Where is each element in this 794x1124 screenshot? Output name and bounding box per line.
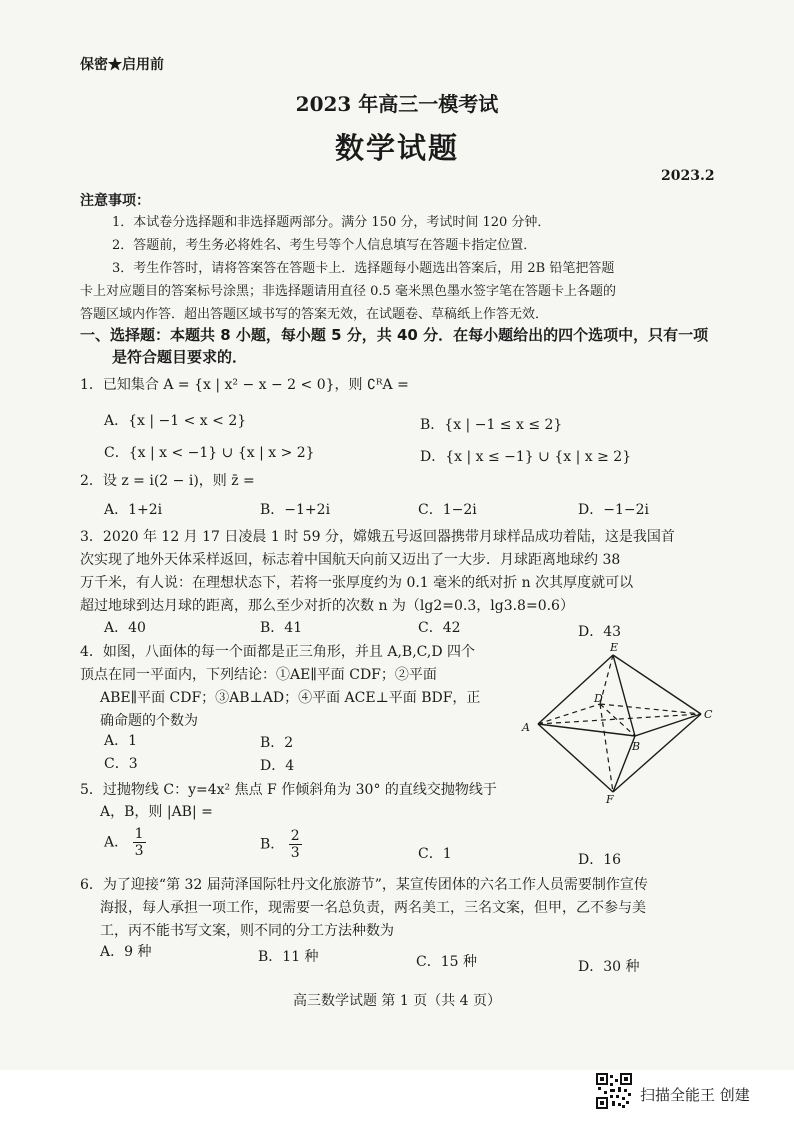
- question-3-line: 次实现了地外天体采样返回，标志着中国航天向前又迈出了一大步．月球距离地球约 38: [80, 552, 621, 568]
- scanner-watermark: 扫描全能王 创建: [640, 1086, 750, 1104]
- denominator: 3: [290, 845, 300, 861]
- q3-option-d: D．43: [578, 624, 622, 640]
- edge-bc: [635, 714, 701, 736]
- note-line: 卡上对应题目的答案标号涂黑；非选择题请用直径 0.5 毫米黑色墨水签字笔在答题卡上各题的: [80, 284, 616, 299]
- denominator: 3: [134, 843, 144, 859]
- hidden-edge-dc: [600, 704, 701, 714]
- vertex-label-f: F: [606, 793, 614, 805]
- q3-option-b: B．41: [260, 620, 303, 636]
- note-line: 1．本试卷分选择题和非选择题两部分。满分 150 分，考试时间 120 分钟．: [112, 215, 551, 230]
- subject-title: 数学试题: [334, 131, 459, 165]
- q1-option-c: C．{x | x < −1} ∪ {x | x > 2}: [104, 445, 315, 461]
- q2-option-b: B．−1+2i: [260, 502, 331, 518]
- q6-option-d: D．30 种: [578, 959, 640, 975]
- exam-title: 2023 年高三一模考试: [295, 92, 499, 116]
- fraction: [289, 828, 302, 861]
- vertex-label-a: A: [522, 721, 530, 734]
- question-4-line: ABE∥平面 CDF；③AB⊥AD；④平面 ACE⊥平面 BDF，正: [100, 690, 481, 706]
- q5-option-a-label: A．: [104, 834, 129, 851]
- fraction: [133, 826, 146, 859]
- q4-option-b: B．2: [260, 735, 294, 751]
- question-4-line: 确命题的个数为: [100, 713, 198, 729]
- q6-option-b: B．11 种: [258, 949, 319, 965]
- q5-option-b-label: B．: [260, 836, 285, 853]
- exam-date: 2023.2: [661, 168, 715, 184]
- question-4-line: 4．如图，八面体的每一个面都是正三角形，并且 A,B,C,D 四个: [80, 644, 475, 660]
- question-6-line: 海报，每人承担一项工作，现需要一名总负责，两名美工，三名文案，但甲，乙不参与美: [100, 900, 646, 916]
- q2-option-c: C．1−2i: [418, 502, 477, 518]
- section-heading: 是符合题目要求的．: [112, 348, 248, 366]
- numerator: 2: [290, 828, 300, 844]
- note-line: 答题区域内作答．超出答题区域书写的答案无效，在试题卷、草稿纸上作答无效．: [80, 307, 549, 322]
- hidden-edge-ad: [538, 704, 600, 724]
- question-3-line: 超过地球到达月球的距离，那么至少对折的次数 n 为（lg2=0.3，lg3.8=0.6）: [80, 598, 574, 614]
- q1-option-d: D．{x | x ≤ −1} ∪ {x | x ≥ 2}: [420, 449, 632, 465]
- vertex-label-e: E: [610, 641, 619, 654]
- question-5-line: 5．过抛物线 C：y=4x² 焦点 F 作倾斜角为 30° 的直线交抛物线于: [80, 782, 497, 798]
- question-1-stem: 1．已知集合 A = {x | x² − x − 2 < 0}，则 ∁ᴿA =: [80, 377, 409, 393]
- notes-title: 注意事项：: [80, 193, 150, 209]
- vertex-label-b: B: [632, 740, 641, 753]
- question-6-line: 工，丙不能书写文案，则不同的分工方法种数为: [100, 923, 394, 939]
- edge-fc: [613, 714, 701, 792]
- question-5-line: A，B，则 |AB| =: [100, 804, 213, 820]
- q2-option-d: D．−1−2i: [578, 502, 649, 518]
- question-4-line: 顶点在同一平面内，下列结论：①AE∥平面 CDF；②平面: [80, 667, 437, 683]
- q5-option-c: C．1: [418, 846, 452, 862]
- page-footer: 高三数学试题 第 1 页（共 4 页）: [292, 993, 502, 1009]
- edge-ab: [538, 724, 635, 736]
- q5-option-a: [104, 826, 146, 859]
- q6-option-c: C．15 种: [416, 954, 477, 970]
- q1-option-b: B．{x | −1 ≤ x ≤ 2}: [420, 417, 563, 433]
- vertex-label-d: D: [594, 692, 603, 705]
- vertex-label-c: C: [704, 708, 713, 721]
- hidden-edge-df: [600, 704, 613, 792]
- qr-code-icon: [596, 1073, 632, 1109]
- q6-option-a: A．9 种: [100, 944, 152, 960]
- q1-option-a: A．{x | −1 < x < 2}: [104, 413, 247, 429]
- note-line: 2．答题前，考生务必将姓名、考生号等个人信息填写在答题卡指定位置．: [112, 238, 537, 253]
- question-3-line: 万千米，有人说：在理想状态下，若将一张厚度约为 0.1 毫米的纸对折 n 次其厚度就可以: [80, 575, 634, 591]
- question-3-line: 3．2020 年 12 月 17 日凌晨 1 时 59 分，嫦娥五号返回器携带月球样品成功着陆，这是我国首: [80, 529, 675, 545]
- q5-option-b: [260, 828, 302, 861]
- note-line: 3．考生作答时，请将答案答在答题卡上．选择题每小题选出答案后，用 2B 铅笔把答题: [112, 261, 615, 276]
- q3-option-c: C．42: [418, 620, 461, 636]
- section-heading: 一、选择题：本题共 8 小题，每小题 5 分，共 40 分．在每小题给出的四个选项中，只有一项: [80, 326, 709, 344]
- question-6-line: 6．为了迎接“第 32 届菏泽国际牡丹文化旅游节”，某宣传团体的六名工作人员需要制作宣传: [80, 877, 648, 893]
- q4-option-d: D．4: [260, 758, 295, 774]
- question-2-stem: 2．设 z = i(2 − i)，则 z̄ =: [80, 473, 255, 489]
- octahedron-diagram: [518, 640, 718, 805]
- q4-option-a: A．1: [104, 733, 138, 749]
- q5-option-d: D．16: [578, 852, 622, 868]
- q2-option-a: A．1+2i: [104, 502, 163, 518]
- edge-fa: [538, 724, 613, 792]
- q3-option-a: A．40: [104, 620, 146, 636]
- q4-option-c: C．3: [104, 756, 138, 772]
- confidential-label: 保密★启用前: [80, 57, 164, 73]
- numerator: 1: [134, 826, 144, 842]
